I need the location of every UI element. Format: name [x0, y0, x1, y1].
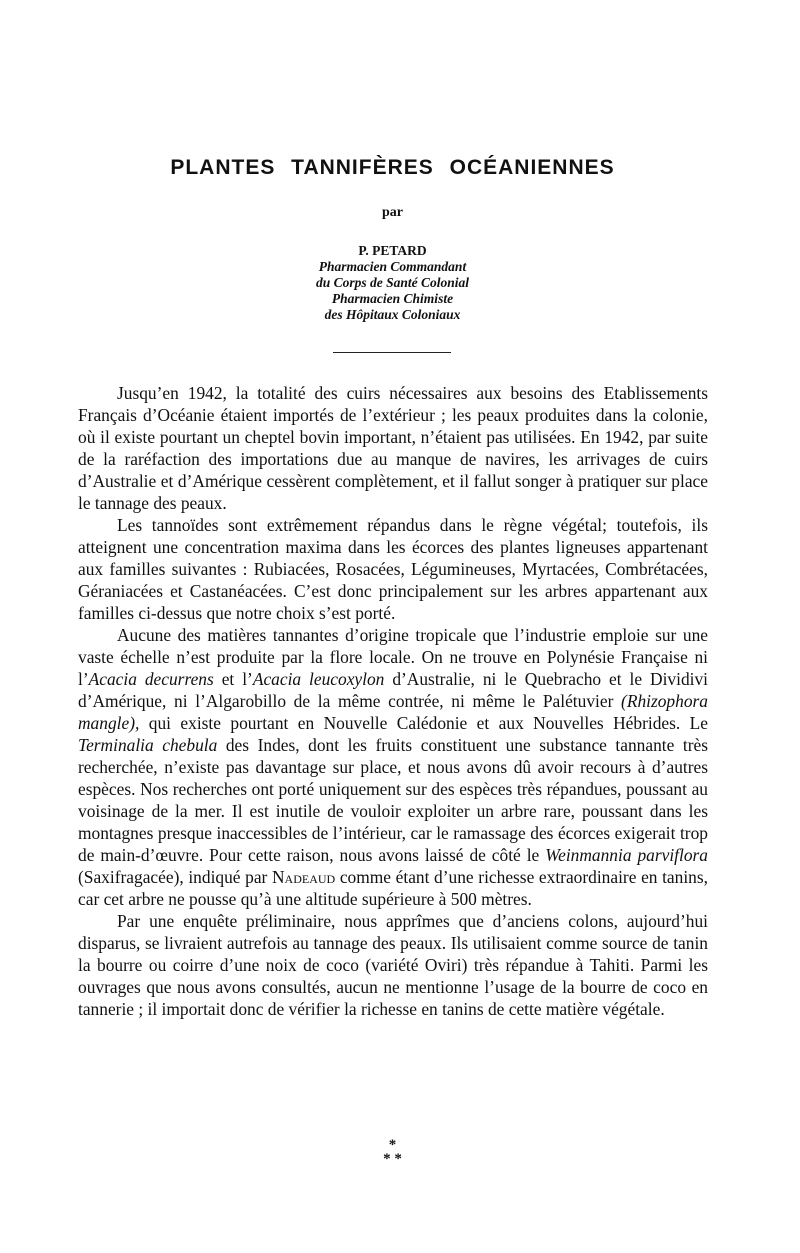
- species-acacia-decurrens: Acacia decurrens: [88, 669, 214, 689]
- species-weinmannia-parviflora: Weinmannia parviflora: [545, 845, 709, 865]
- author-name: P. PETARD: [358, 243, 427, 258]
- paragraph-1: Jusqu’en 1942, la totalité des cuirs nécessaires aux besoins des Etablissements Français d’Océanie étaient importés de l’extérieur ; les peaux produites dans la colonie, où il existe pourtant un cheptel bovin important, n’étaient pas utilisées. En 1942, par suite de la raréfaction des importations due au manque de navires, les arrivages de cuirs d’Australie et d’Amérique cessèrent complètement, et il fallut songer à pratiquer sur place le tannage des peaux.: [78, 383, 708, 513]
- species-rhizophora-mangle: (Rhizophora mangle),: [78, 691, 708, 733]
- article-body: [78, 382, 708, 1020]
- paragraph-3-text-c: d’Australie, ni le Quebracho et le Dividivi d’Amérique, ni l’Algarobillo de la même contrée, ni même le Palétuvier: [78, 669, 709, 711]
- author-role-3: Pharmacien Chimiste: [331, 291, 454, 306]
- separator-stars-bottom: * *: [383, 1151, 402, 1167]
- paragraph-2: Les tannoïdes sont extrêmement répandus dans le règne végétal; toutefois, ils atteignent une concentration maxima dans les écorces des plantes ligneuses appartenant aux familles suivantes : Rubiacées, Rosacées, Légumineuses, Myrtacées, Combrétacées, Géraniacées et Castanéacées. C’est donc principalement sur les arbres appartenant aux familles ci-dessus que notre choix s’est porté.: [78, 515, 708, 623]
- paragraph-3-text-f: (Saxifragacée), indiqué par: [78, 867, 272, 887]
- author-role-2: du Corps de Santé Colonial: [315, 275, 470, 290]
- author-block: [0, 243, 785, 323]
- header-divider: [333, 352, 451, 353]
- by-label: par: [382, 205, 403, 220]
- paragraph-3: [78, 624, 708, 910]
- paragraph-3-text-e: des Indes, dont les fruits constituent une substance tannante très recherchée, n’existe pas davantage sur place, et nous avons dû avoir recours à d’autres espèces. Nos recherches ont porté uniquement sur des espèces très répandues, poussant au voisinage de la mer. Il est inutile de vouloir exploiter un arbre rare, poussant dans les montagnes presque inaccessibles de l’intérieur, car le ramassage des écorces exigerait trop de main-d’œuvre. Pour cette raison, nous avons laissé de côté le: [78, 735, 708, 865]
- species-terminalia-chebula: Terminalia chebula: [78, 735, 218, 755]
- paragraph-3-text-g: comme étant d’une richesse extraordinaire en tanins, car cet arbre ne pousse qu’à une altitude supérieure à 500 mètres.: [78, 867, 708, 909]
- author-role-4: des Hôpitaux Coloniaux: [324, 307, 461, 322]
- paragraph-3-text-a: Aucune des matières tannantes d’origine tropicale que l’industrie emploie sur une vaste échelle n’est produite par la flore locale. On ne trouve en Polynésie Française ni l’: [78, 625, 708, 689]
- author-role-1: Pharmacien Commandant: [318, 259, 467, 274]
- document-title: PLANTES TANNIFÈRES OCÉANIENNES: [170, 156, 615, 179]
- separator-star-top: *: [388, 1137, 397, 1153]
- cited-author-nadeaud: Nadeaud: [271, 867, 336, 887]
- paragraph-3-text-b: et l’: [213, 669, 253, 689]
- paragraph-4: Par une enquête préliminaire, nous apprîmes que d’anciens colons, aujourd’hui disparus, se livraient autrefois au tannage des peaux. Ils utilisaient comme source de tanin la bourre ou coirre d’une noix de coco (variété Oviri) très répandue à Tahiti. Parmi les ouvrages que nous avons consultés, aucun ne mentionne l’usage de la bourre de coco en tannerie ; il importait donc de vérifier la richesse en tanins de cette matière végétale.: [78, 911, 708, 1019]
- paragraph-3-text-d: qui existe pourtant en Nouvelle Calédonie et aux Nouvelles Hébrides. Le: [139, 713, 708, 733]
- species-acacia-leucoxylon: Acacia leucoxylon: [252, 669, 385, 689]
- section-separator: [0, 1138, 785, 1166]
